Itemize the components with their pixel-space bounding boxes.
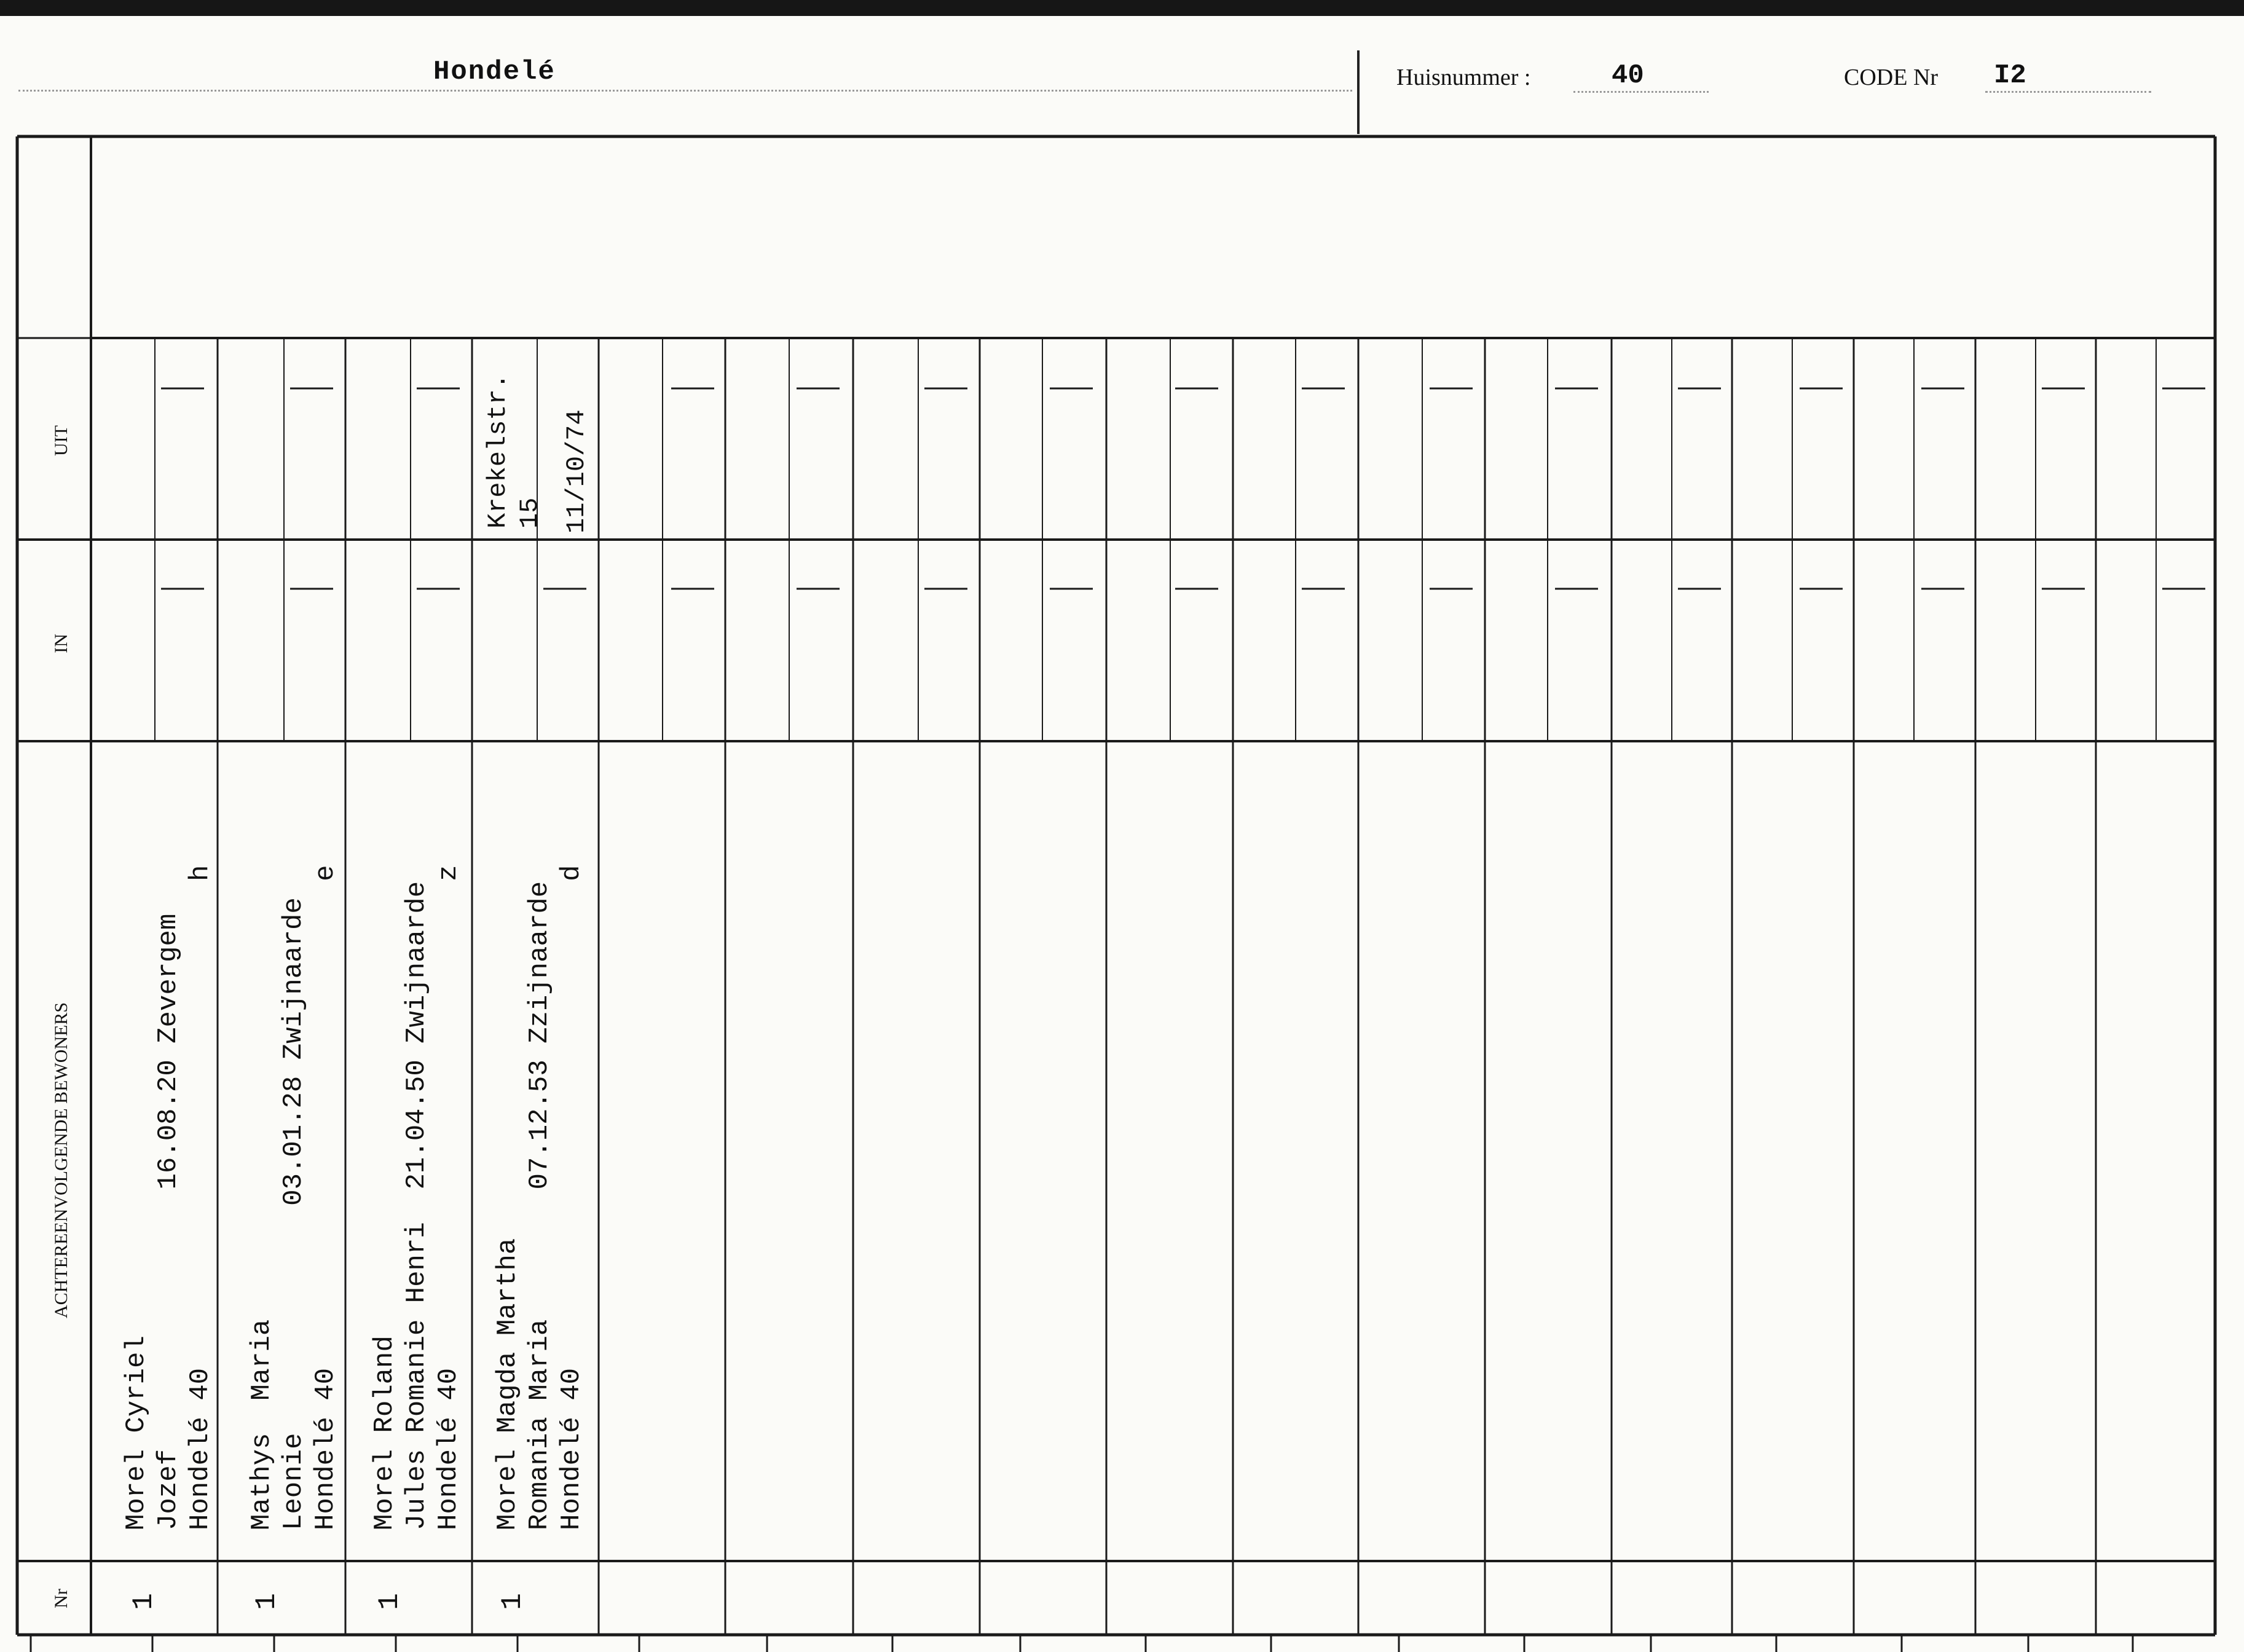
resident-nr-2: 1 bbox=[250, 1593, 283, 1610]
uit-street: Krekelstr. 15 bbox=[483, 373, 545, 529]
row-label-nr: Nr bbox=[51, 1589, 71, 1608]
resident-entry-2: Mathys Maria Leonie 03.01.28 Zwijnaarde Hondelé 40 e bbox=[246, 865, 341, 1530]
huisnummer-label: Huisnummer : bbox=[1396, 65, 1531, 90]
resident-nr-4: 1 bbox=[496, 1593, 529, 1610]
row-label-bewoners: ACHTEREENVOLGENDE BEWONERS bbox=[51, 1002, 71, 1318]
code-label: CODE Nr bbox=[1844, 65, 1939, 90]
uit-date: 11/10/74 bbox=[562, 409, 591, 533]
street-name: Hondelé bbox=[433, 57, 556, 87]
resident-nr-1: 1 bbox=[127, 1593, 160, 1610]
resident-entry-1: Morel Cyriel Jozef 16.08.20 Zevergem Hondelé 40 h bbox=[121, 865, 216, 1530]
code-value: I2 bbox=[1994, 60, 2026, 91]
row-label-uit: UIT bbox=[51, 425, 71, 456]
resident-entry-3: Morel Roland Jules Romanie Henri 21.04.50 Zwijnaarde Hondelé 40 z bbox=[369, 865, 464, 1530]
resident-nr-3: 1 bbox=[373, 1593, 406, 1610]
huisnummer-value: 40 bbox=[1612, 60, 1644, 91]
resident-entry-4: Morel Magda Martha Romania Maria 07.12.53 Zzijnaarde Hondelé 40 d bbox=[492, 865, 587, 1530]
row-label-in: IN bbox=[51, 634, 71, 653]
